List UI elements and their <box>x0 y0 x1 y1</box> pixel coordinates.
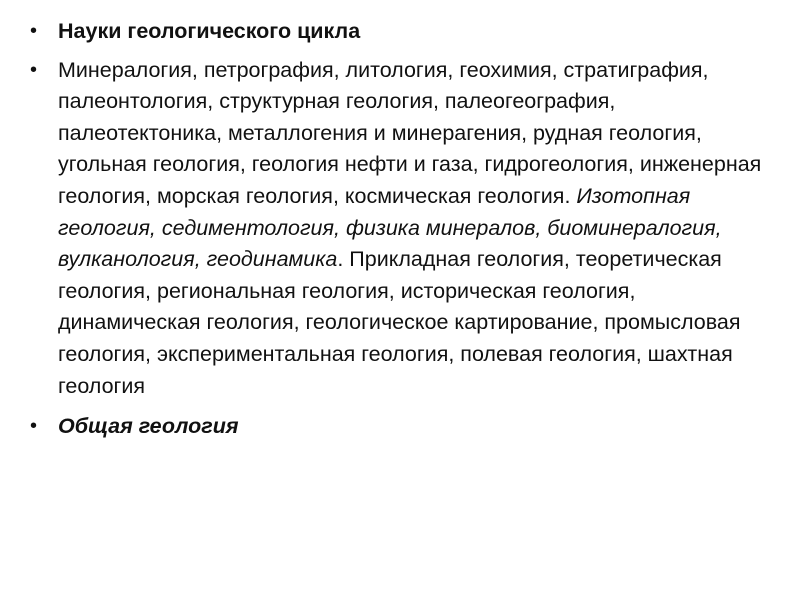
bullet-item-general-geology <box>28 411 778 443</box>
bullet-item-sciences-list <box>28 55 778 403</box>
general-geology-heading: Общая геология <box>58 414 239 439</box>
bullet-item-sciences-heading <box>28 16 778 48</box>
sciences-heading: Науки геологического цикла <box>58 19 361 43</box>
sciences-list-part-1: Минералогия, петрография, литология, геохимия, стратиграфия, палеонтология, структурная геология, палеогеография, палеотектоника, металлогения и минерагения, рудная геология, угольная геология, геология нефти и газа, гидрогеология, инженерная геология, морская геология, космическая геология. <box>58 57 762 208</box>
sciences-list-italic-part: Изотопная геология, седиментология, физика минералов, биоминералогия, вулканология, геодинамика <box>58 183 722 272</box>
bullet-list <box>28 16 778 443</box>
sciences-list-part-2: . Прикладная геология, теоретическая геология, региональная геология, историческая геология, динамическая геология, геологическое картирование, промысловая геология, экспериментальная геология, полевая геология, шахтная геология <box>58 247 741 398</box>
